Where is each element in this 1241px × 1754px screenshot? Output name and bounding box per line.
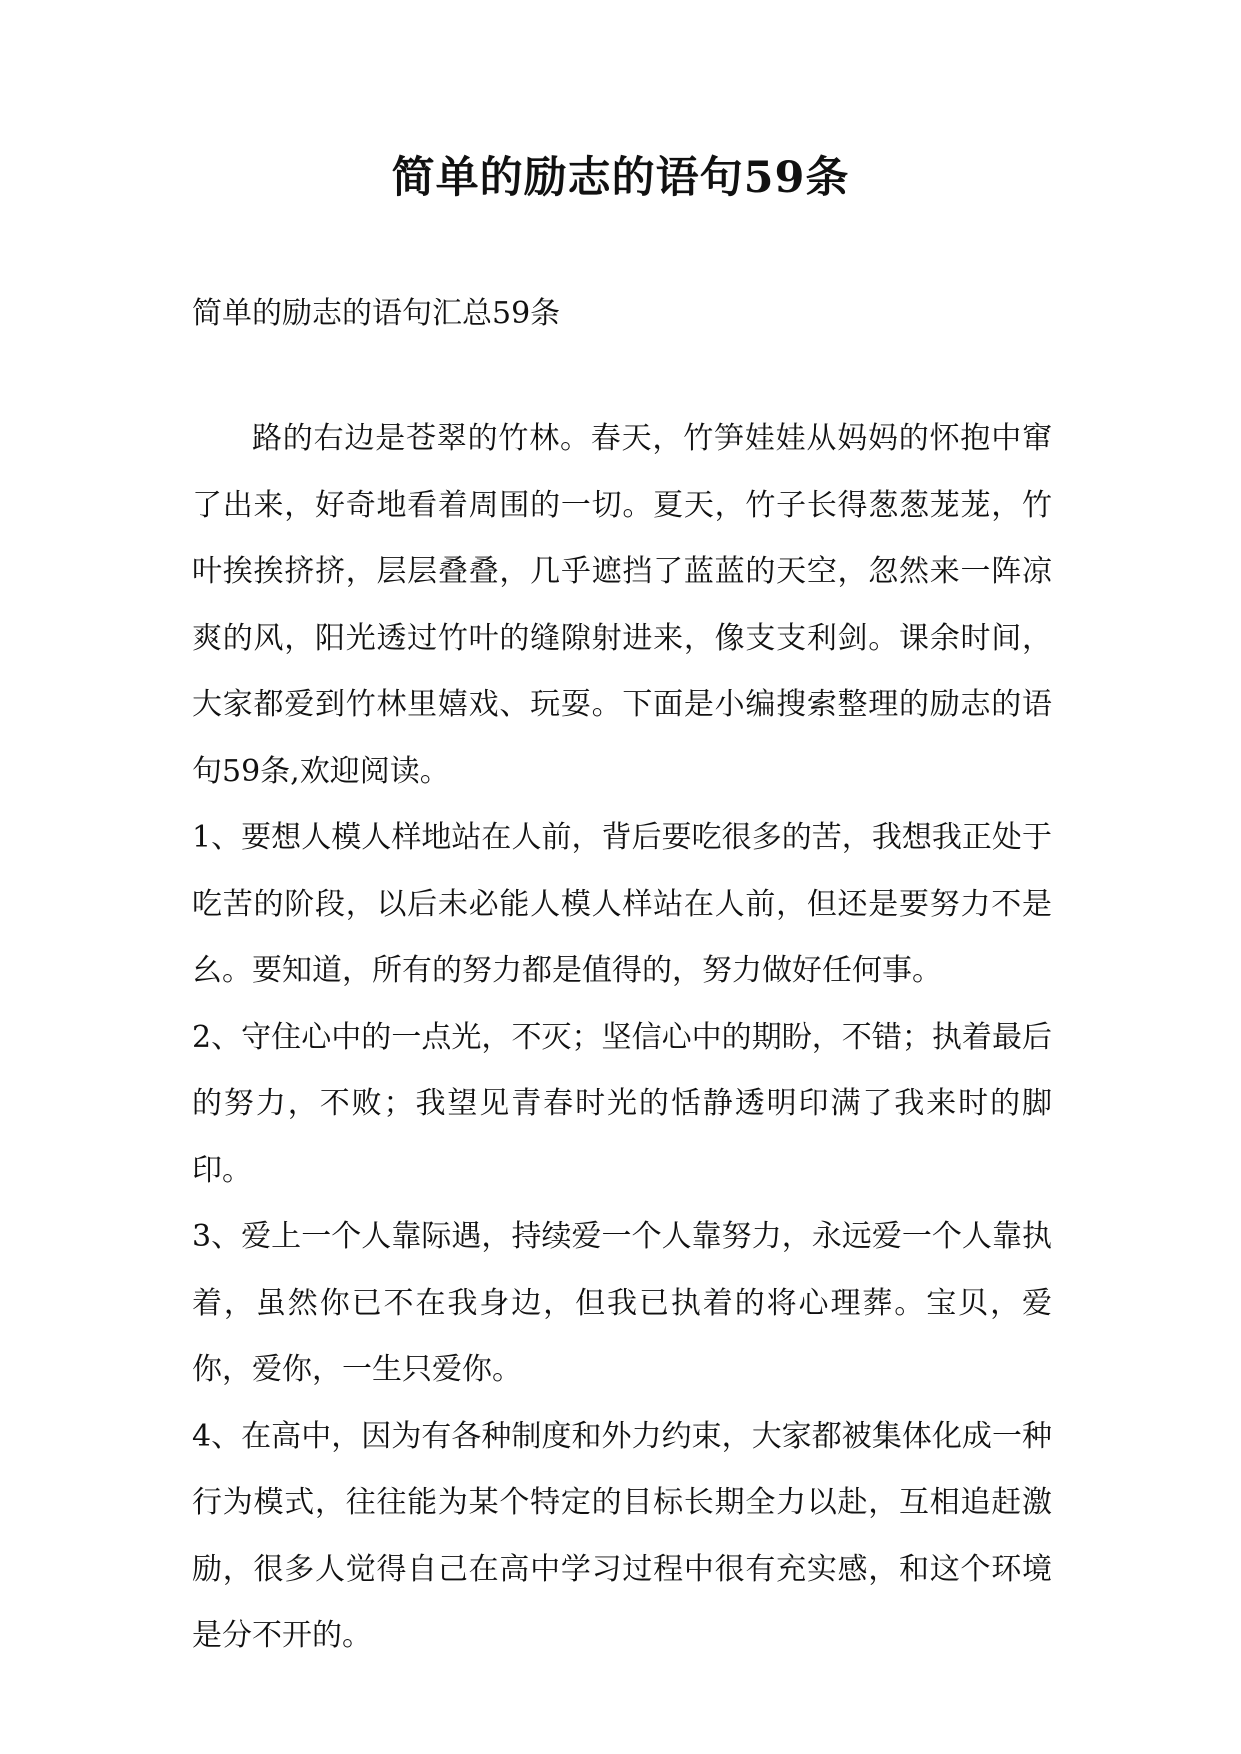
- document-subtitle: 简单的励志的语句汇总59条: [192, 296, 561, 331]
- document-title: 简单的励志的语句59条: [391, 153, 850, 203]
- list-item: 1、要想人模人样地站在人前，背后要吃很多的苦，我想我正处于吃苦的阶段，以后未必能人模人样站在人前，但还是要努力不是幺。要知道，所有的努力都是值得的，努力做好任何事。: [192, 820, 1052, 988]
- list-item: 3、爱上一个人靠际遇，持续爱一个人靠努力，永远爱一个人靠执着，虽然你已不在我身边，但我已执着的将心理葬。宝贝，爱你，爱你，一生只爱你。: [192, 1219, 1052, 1387]
- list-item: 4、在高中，因为有各种制度和外力约束，大家都被集体化成一种行为模式，往往能为某个特定的目标长期全力以赴，互相追赶激励，很多人觉得自己在高中学习过程中很有充实感，和这个环境是分不开的。: [192, 1418, 1052, 1653]
- intro-paragraph: 路的右边是苍翠的竹林。春天，竹笋娃娃从妈妈的怀抱中窜了出来，好奇地看着周围的一切。夏天，竹子长得葱葱茏茏，竹叶挨挨挤挤，层层叠叠，几乎遮挡了蓝蓝的天空，忽然来一阵凉爽的风，阳光透过竹叶的缝隙射进来，像支支利剑。课余时间，大家都爱到竹林里嬉戏、玩耍。下面是小编搜索整理的励志的语句59条,欢迎阅读。: [192, 421, 1052, 789]
- list-item: 2、守住心中的一点光，不灭；坚信心中的期盼，不错；执着最后的努力，不败；我望见青春时光的恬静透明印满了我来时的脚印。: [192, 1019, 1052, 1188]
- document-body: [192, 406, 1052, 1670]
